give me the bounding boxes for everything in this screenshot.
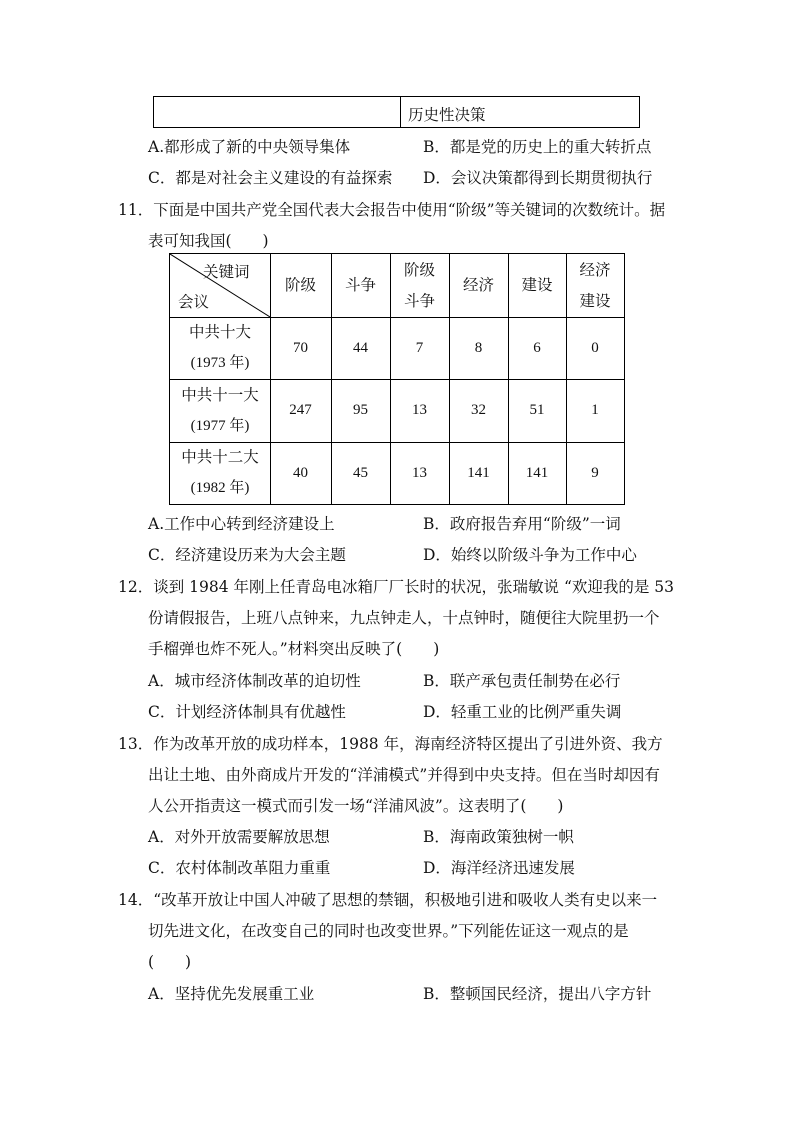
q11-stem-line1: 11．下面是中国共产党全国代表大会报告中使用“阶级”等关键词的次数统计。据 — [118, 201, 666, 219]
table-cell: 历史性决策 — [408, 106, 486, 124]
table-cell: 9 — [591, 464, 599, 481]
q12-stem-line2: 份请假报告，上班八点钟来，九点钟走人，十点钟时，随便往大院里扔一个 — [148, 609, 660, 627]
table-cell: 1 — [591, 402, 599, 418]
table-cell: 8 — [474, 339, 483, 356]
table-cell: 6 — [533, 339, 541, 356]
q10-option-b: B．都是党的历史上的重大转折点 — [423, 138, 652, 156]
table-cell: 70 — [293, 339, 308, 356]
q11-option-b: B．政府报告弃用“阶级”一词 — [423, 515, 621, 533]
table-header-cell: 斗争 — [344, 276, 376, 294]
table-cell: 247 — [289, 402, 312, 418]
q11-stem-line2: 表可知我国( ) — [148, 232, 269, 250]
table-cell: 141 — [525, 464, 549, 481]
q14-option-b: B．整顿国民经济，提出八字方针 — [423, 985, 652, 1003]
table-row-label: 中共十二大 (1982 年) — [181, 448, 259, 496]
q11-option-d: D．始终以阶级斗争为工作中心 — [423, 546, 637, 564]
table-cell: 44 — [353, 339, 368, 356]
table-cell: 7 — [415, 339, 424, 356]
q14-stem-line3: ( ) — [148, 953, 192, 971]
q13-option-b: B．海南政策独树一帜 — [423, 828, 574, 846]
q13-option-c: C．农村体制改革阻力重重 — [148, 859, 331, 877]
q11-option-a: A.工作中心转到经济建设上 — [148, 515, 335, 533]
q12-stem-line3: 手榴弹也炸不死人。”材料突出反映了( ) — [148, 640, 440, 658]
table-cell: 13 — [412, 464, 427, 481]
q13-stem-line1: 13．作为改革开放的成功样本，1988 年，海南经济特区提出了引进外资、我方 — [118, 735, 663, 753]
q12-option-c: C．计划经济体制具有优越性 — [148, 703, 346, 721]
table-corner-bottom-label: 会议 — [178, 293, 210, 311]
q10-option-a: A.都形成了新的中央领导集体 — [148, 138, 351, 156]
table-row-label: 中共十大 (1973 年) — [188, 323, 251, 371]
previous-question-table-fragment — [153, 96, 640, 128]
q13-stem-line2: 出让土地、由外商成片开发的“洋浦模式”并得到中央支持。但在当时却因有 — [148, 766, 660, 784]
table-cell: 0 — [591, 339, 599, 356]
q14-stem-line2: 切先进文化，在改变自己的同时也改变世界。”下列能佐证这一观点的是 — [148, 922, 629, 940]
table-header-cell: 经济 建设 — [579, 260, 611, 310]
q12-option-d: D．轻重工业的比例严重失调 — [423, 703, 622, 721]
table-header-cell: 经济 — [462, 276, 494, 294]
q12-stem-line1: 12．谈到 1984 年刚上任青岛电冰箱厂厂长时的状况，张瑞敏说 “欢迎我的是 53 — [118, 578, 675, 596]
q13-stem-line3: 人公开指责这一模式而引发一场“洋浦风波”。这表明了( ) — [148, 797, 564, 815]
q10-option-c: C．都是对社会主义建设的有益探索 — [148, 169, 393, 187]
keyword-count-table — [169, 253, 625, 505]
table-cell: 40 — [293, 464, 308, 481]
table-cell: 32 — [471, 402, 486, 418]
table-cell: 95 — [353, 402, 368, 418]
q14-stem-line1: 14．“改革开放让中国人冲破了思想的禁锢，积极地引进和吸收人类有史以来一 — [118, 891, 658, 909]
q12-option-a: A．城市经济体制改革的迫切性 — [148, 672, 361, 690]
q14-option-a: A．坚持优先发展重工业 — [148, 985, 315, 1003]
table-header-cell: 阶级 斗争 — [403, 260, 435, 310]
q12-option-b: B．联产承包责任制势在必行 — [423, 672, 621, 690]
table-corner-top-label: 关键词 — [203, 263, 250, 281]
table-header-cell: 建设 — [521, 276, 553, 294]
q10-option-d: D．会议决策都得到长期贯彻执行 — [423, 169, 653, 187]
q13-option-a: A．对外开放需要解放思想 — [148, 828, 330, 846]
table-cell: 45 — [353, 464, 368, 481]
table-row-label: 中共十一大 (1977 年) — [181, 385, 259, 434]
q11-option-c: C．经济建设历来为大会主题 — [148, 546, 346, 564]
q13-option-d: D．海洋经济迅速发展 — [423, 859, 575, 877]
table-cell: 51 — [529, 402, 545, 418]
table-cell: 13 — [412, 402, 427, 418]
table-divider — [400, 97, 401, 127]
table-header-cell: 阶级 — [284, 276, 316, 294]
table-cell: 141 — [467, 464, 490, 481]
